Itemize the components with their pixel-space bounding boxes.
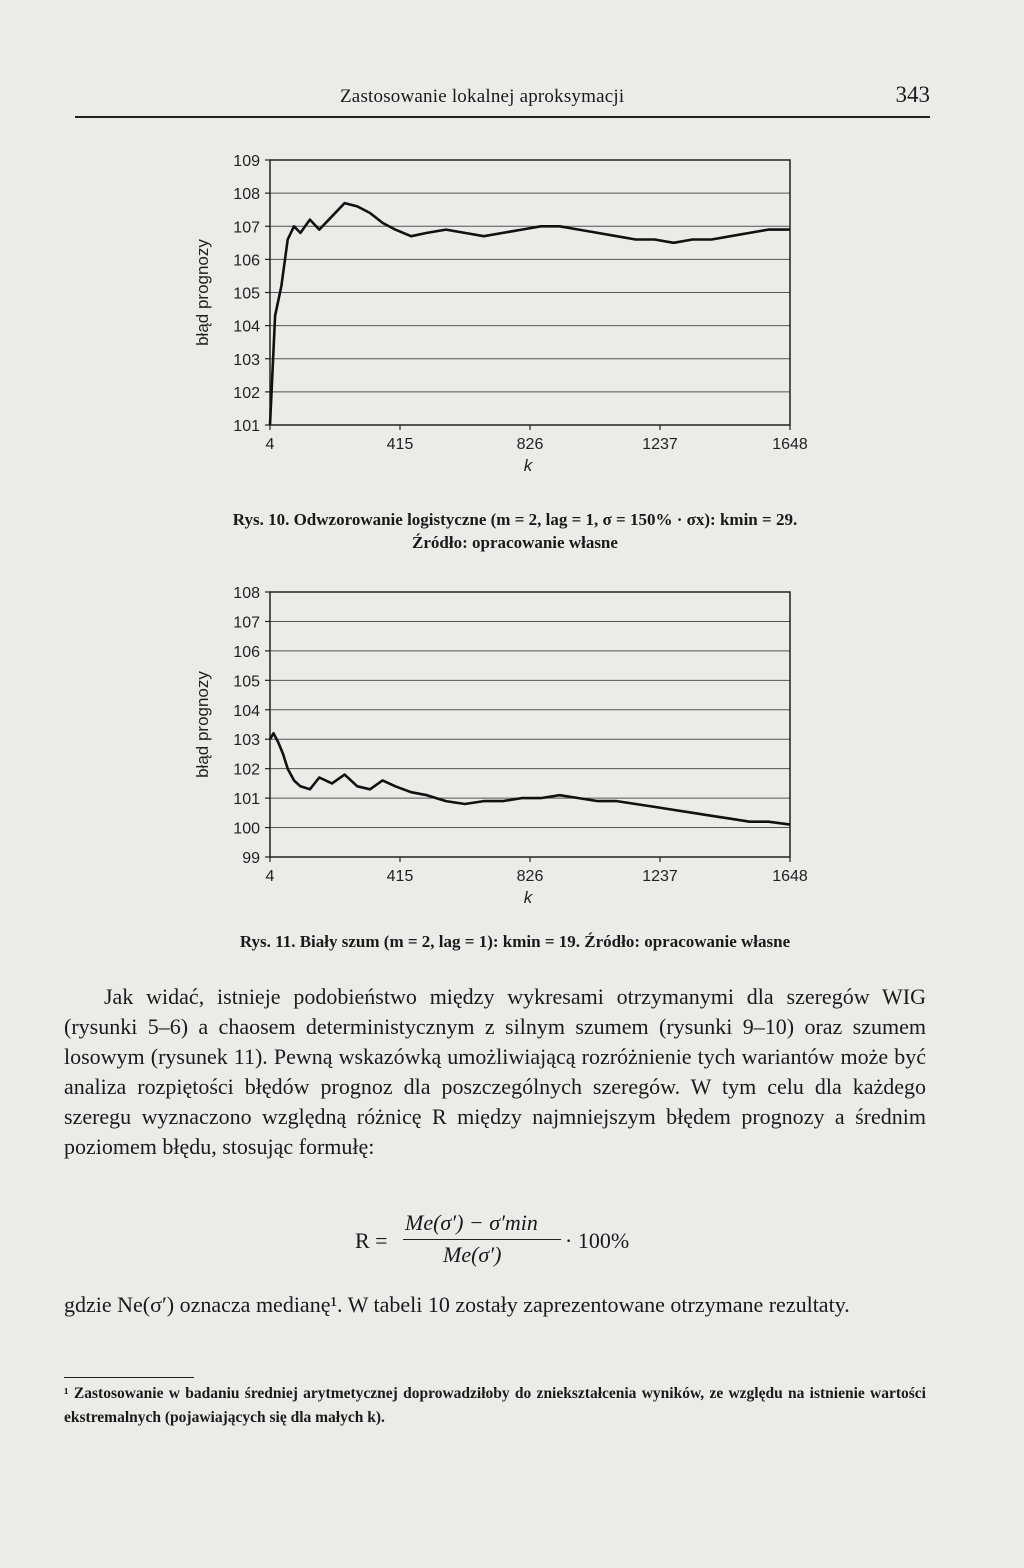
- x-tick-label: 415: [386, 868, 414, 885]
- y-tick-label: 101: [233, 418, 260, 435]
- formula-factor: · 100%: [565, 1228, 630, 1253]
- y-tick-label: 109: [233, 153, 260, 170]
- x-tick-label: 415: [386, 436, 414, 453]
- y-tick-label: 103: [233, 351, 260, 369]
- figure-10-caption-line1: Rys. 10. Odwzorowanie logistyczne (m = 2, lag = 1, σ = 150% · σx): kmin = 29.: [232, 510, 798, 529]
- y-axis-label: błąd prognozy: [193, 671, 212, 778]
- y-tick-label: 103: [233, 732, 260, 750]
- figure-10-chart: [170, 140, 810, 490]
- y-tick-label: 102: [233, 761, 260, 779]
- y-tick-label: 100: [233, 820, 260, 838]
- series-line: [270, 733, 790, 824]
- y-tick-label: 107: [233, 614, 260, 632]
- y-axis-label: błąd prognozy: [193, 239, 212, 346]
- formula-numerator: Me(σ′) − σ′min: [405, 1210, 538, 1235]
- body-paragraph-1-block: [64, 982, 926, 1162]
- x-axis-label: k: [523, 456, 533, 475]
- running-title: Zastosowanie lokalnej aproksymacji: [340, 86, 625, 107]
- figure-11-chart: [170, 572, 810, 922]
- y-tick-label: 105: [233, 673, 260, 691]
- running-head: [75, 82, 930, 118]
- y-tick-label: 106: [233, 252, 260, 270]
- y-tick-label: 104: [233, 318, 260, 336]
- y-tick-label: 105: [233, 285, 260, 303]
- y-tick-label: 108: [233, 585, 260, 602]
- x-axis-label: k: [523, 888, 533, 907]
- body-paragraph-2: gdzie Ne(σ′) oznacza medianę¹. W tabeli 10 zostały zaprezentowane otrzymane rezultaty.: [64, 1292, 850, 1317]
- y-tick-label: 108: [233, 186, 260, 204]
- plot-frame: [270, 592, 790, 857]
- formula-lhs: R =: [355, 1228, 388, 1253]
- y-tick-label: 106: [233, 643, 260, 661]
- body-paragraph-1: Jak widać, istnieje podobieństwo między wykresami otrzymanymi dla szeregów WIG (rysunki 5–6) a chaosem deterministycznym z silnym szumem (rysunki 9–10) oraz szumem losowym (rysunek 11). Pewną wskazówką umożliwiającą rozróżnienie tych wariantów może być analiza rozpiętości błędów prognoz dla poszczególnych szeregów. W tym celu dla każdego szeregu wyznaczono względną różnicę R między najmniejszym błędem prognozy a średnim poziomem błędu, stosując formułę:: [64, 984, 926, 1159]
- x-tick-label: 1237: [642, 436, 678, 453]
- y-tick-label: 107: [233, 219, 260, 237]
- figure-11-caption: Rys. 11. Biały szum (m = 2, lag = 1): kmin = 19. Źródło: opracowanie własne: [239, 932, 791, 951]
- x-tick-label: 4: [265, 868, 275, 885]
- y-tick-label: 102: [233, 384, 260, 402]
- formula-denominator: Me(σ′): [443, 1242, 502, 1267]
- x-tick-label: 826: [516, 868, 544, 885]
- formula-r: [355, 1210, 655, 1274]
- figure-10-caption-line2: Źródło: opracowanie własne: [412, 533, 618, 552]
- x-tick-label: 1648: [772, 436, 808, 453]
- fraction-bar: [403, 1239, 561, 1240]
- footnote: ¹ Zastosowanie w badaniu średniej arytmetycznej doprowadziłoby do zniekształcenia wyników, ze względu na istnienie wartości ekstremalnych (pojawiających się dla małych k).: [64, 1385, 926, 1426]
- x-tick-label: 1648: [772, 868, 808, 885]
- figure-10-caption: [120, 508, 910, 554]
- body-paragraph-2-block: [64, 1290, 926, 1320]
- y-tick-label: 99: [242, 850, 260, 867]
- footnote-rule: [64, 1377, 194, 1378]
- x-tick-label: 1237: [642, 868, 678, 885]
- figure-11: [170, 572, 810, 922]
- x-tick-label: 826: [516, 436, 544, 453]
- y-tick-label: 104: [233, 702, 260, 720]
- page-number: 343: [895, 82, 930, 107]
- figure-10: [170, 140, 810, 490]
- x-tick-label: 4: [265, 436, 275, 453]
- y-tick-label: 101: [233, 791, 260, 809]
